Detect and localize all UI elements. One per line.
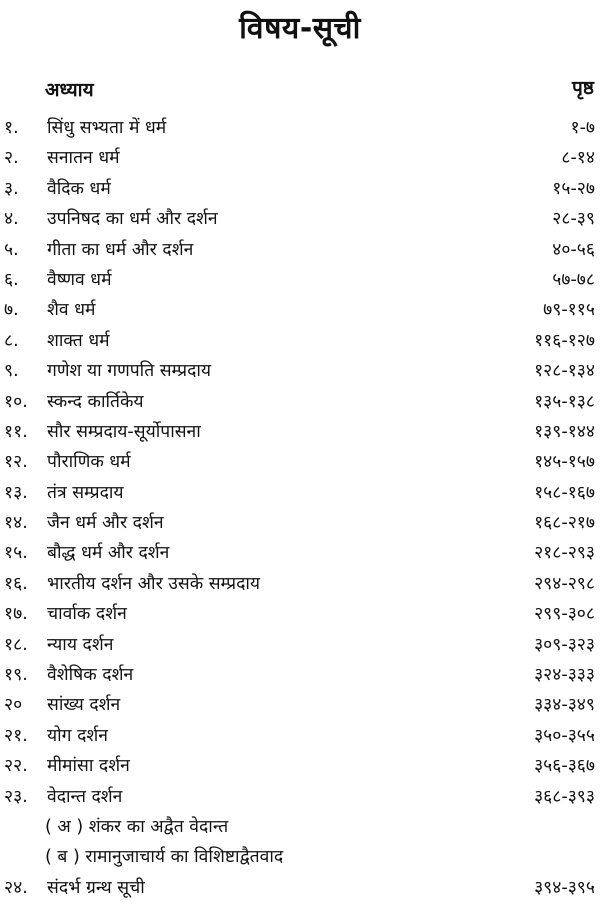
chapter-number: ७. <box>4 300 19 321</box>
chapter-title: जैन धर्म और दर्शन <box>47 513 164 534</box>
chapter-number: २४. <box>4 877 28 898</box>
page-range: २१८-२९३ <box>534 543 595 564</box>
chapter-title: उपनिषद का धर्म और दर्शन <box>47 209 218 230</box>
page-range: ५७-७८ <box>552 269 595 290</box>
list-item <box>0 782 600 812</box>
list-item <box>0 356 600 386</box>
page-range: ११६-१२७ <box>534 330 595 351</box>
chapter-number: १५. <box>4 543 28 564</box>
chapter-title: चार्वाक दर्शन <box>47 604 127 625</box>
chapter-number: १. <box>4 118 19 138</box>
chapter-title: पौराणिक धर्म <box>47 452 131 473</box>
page-range: १५८-१६७ <box>534 482 595 503</box>
page-range: २९४-२९८ <box>534 573 595 594</box>
list-item <box>0 417 600 447</box>
page-range: ८-१४ <box>561 148 595 169</box>
page-range: ३६८-३९३ <box>534 786 595 807</box>
chapter-title: मीमांसा दर्शन <box>47 756 130 777</box>
list-item <box>0 873 600 903</box>
list-item <box>0 751 600 781</box>
list-item <box>0 265 600 295</box>
chapter-title: शैव धर्म <box>47 300 96 321</box>
chapter-title: वैष्णव धर्म <box>47 269 112 290</box>
list-item <box>0 478 600 508</box>
chapter-title: वैदिक धर्म <box>47 178 111 199</box>
page-range: १२८-१३४ <box>534 361 595 382</box>
chapter-title: सांख्य दर्शन <box>47 695 121 716</box>
chapter-number: २० <box>4 695 23 716</box>
chapter-title: बौद्ध धर्म और दर्शन <box>47 543 170 564</box>
list-item <box>0 326 600 356</box>
chapter-number: ४. <box>4 209 19 230</box>
list-subitem <box>0 812 600 842</box>
list-item <box>0 174 600 204</box>
list-item <box>0 235 600 265</box>
chapter-number: १७. <box>4 604 28 625</box>
chapter-title: योग दर्शन <box>47 725 109 746</box>
list-subitem <box>0 842 600 872</box>
list-item <box>0 630 600 660</box>
list-item <box>0 295 600 325</box>
list-item <box>0 538 600 568</box>
chapter-title: भारतीय दर्शन और उसके सम्प्रदाय <box>47 573 261 594</box>
chapter-number: १६. <box>4 573 28 594</box>
chapter-title: शाक्त धर्म <box>47 330 110 351</box>
chapter-title: सौर सम्प्रदाय-सूर्योपासना <box>47 421 201 442</box>
list-item <box>0 113 600 143</box>
subsection-title: ( अ ) शंकर का अद्वैत वेदान्त <box>45 816 229 837</box>
chapter-number: १०. <box>4 391 28 412</box>
page-range: २८-३९ <box>552 209 595 230</box>
chapter-number: ९. <box>4 361 19 382</box>
chapter-title: गीता का धर्म और दर्शन <box>47 239 194 260</box>
page-range: ३३४-३४९ <box>534 695 595 716</box>
page-range: १-७ <box>570 118 595 138</box>
list-item <box>0 660 600 690</box>
page-range: ३०९-३२३ <box>534 634 595 655</box>
list-item <box>0 569 600 599</box>
chapter-number: २३. <box>4 786 28 807</box>
subsection-title: ( ब ) रामानुजाचार्य का विशिष्टाद्वैतवाद <box>45 847 284 868</box>
chapter-number: २२. <box>4 756 28 777</box>
list-item <box>0 721 600 751</box>
list-item <box>0 143 600 173</box>
chapter-title: वैशेषिक दर्शन <box>47 665 134 686</box>
chapter-number: ११. <box>4 421 28 442</box>
page-range: १६८-२१७ <box>534 513 595 534</box>
chapter-number: ५. <box>4 239 19 260</box>
chapter-number: १४. <box>4 513 28 534</box>
chapter-number: २. <box>4 148 19 169</box>
page-title: विषय-सूची <box>239 11 361 46</box>
chapter-title: सनातन धर्म <box>47 148 120 169</box>
list-item <box>0 447 600 477</box>
chapter-number: १२. <box>4 452 28 473</box>
contents-list <box>0 113 600 903</box>
chapter-number: १९. <box>4 665 28 686</box>
page-range: २९९-३०८ <box>534 604 595 625</box>
page-range: ३२४-३३३ <box>534 665 595 686</box>
chapter-number: १३. <box>4 482 28 503</box>
page-column-header: पृष्ठ <box>572 77 594 99</box>
page-range: १४५-१५७ <box>534 452 595 473</box>
chapter-number: ६. <box>4 269 19 290</box>
page-range: ३५०-३५५ <box>534 725 595 746</box>
chapter-title: गणेश या गणपति सम्प्रदाय <box>47 361 212 382</box>
page-range: ७९-११५ <box>543 300 595 321</box>
chapter-number: ३. <box>4 178 19 199</box>
chapter-title: वेदान्त दर्शन <box>47 786 123 807</box>
chapter-title: सिंधु सभ्यता में धर्म <box>47 118 167 138</box>
chapter-title: स्कन्द कार्तिकेय <box>47 391 144 412</box>
chapter-number: १८. <box>4 634 28 655</box>
list-item <box>0 599 600 629</box>
list-item <box>0 508 600 538</box>
page-range: ३९४-३९५ <box>534 877 595 898</box>
list-item <box>0 387 600 417</box>
chapter-number: ८. <box>4 330 19 351</box>
page-range: ४०-५६ <box>552 239 595 260</box>
page-range: ३५६-३६७ <box>534 756 595 777</box>
page-range: १५-२७ <box>552 178 595 199</box>
page-range: १३९-१४४ <box>534 421 595 442</box>
chapter-number: २१. <box>4 725 28 746</box>
list-item <box>0 204 600 234</box>
list-item <box>0 690 600 720</box>
page-range: १३५-१३८ <box>534 391 595 412</box>
chapter-title: संदर्भ ग्रन्थ सूची <box>47 877 145 898</box>
chapter-column-header: अध्याय <box>45 79 94 101</box>
chapter-title: तंत्र सम्प्रदाय <box>47 482 124 503</box>
chapter-title: न्याय दर्शन <box>47 634 114 655</box>
